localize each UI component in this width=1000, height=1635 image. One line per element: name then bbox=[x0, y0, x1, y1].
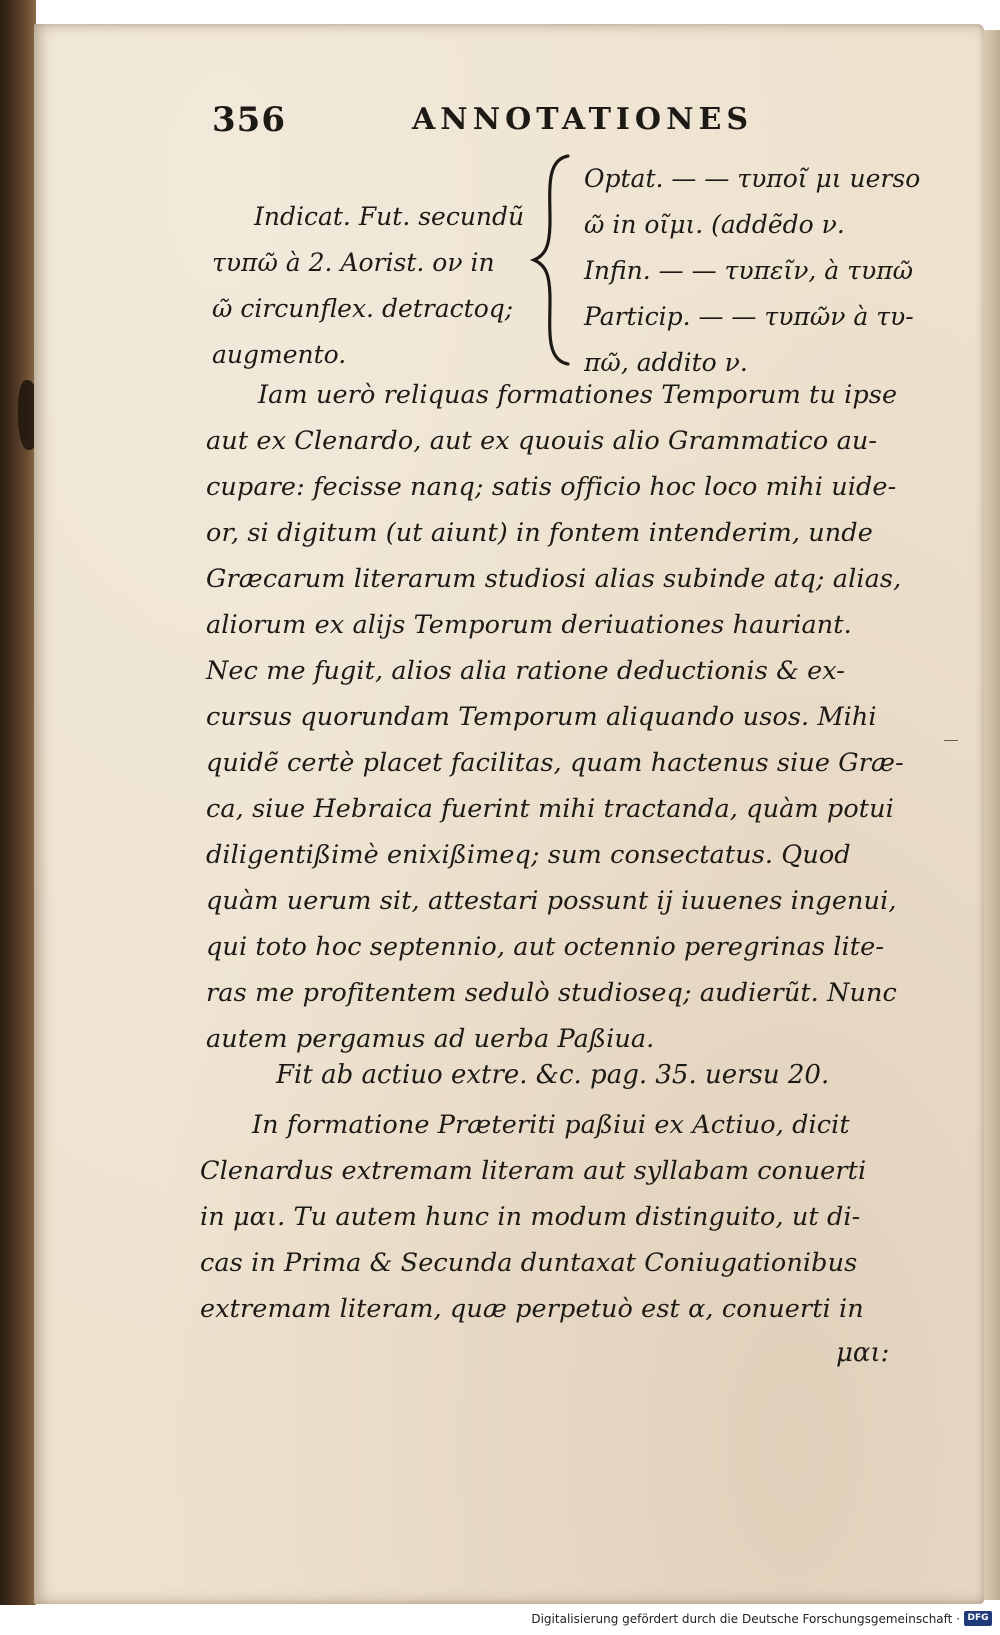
body-line: quàm uerum sit, attestari possunt ij iuuenes ingenui, bbox=[206, 886, 897, 916]
body-line: in μαι. Tu autem hunc in modum distinguito, ut di- bbox=[200, 1202, 861, 1232]
right-line: Particip. — — τυπῶν à τυ- bbox=[584, 302, 914, 331]
running-head: ANNOTATIONES bbox=[412, 102, 754, 137]
left-line: ῶ circunflex. detractoq; bbox=[212, 294, 514, 323]
right-line: ῶ in οῖμι. (addẽdo ν. bbox=[584, 210, 845, 239]
curly-brace-icon bbox=[528, 150, 578, 370]
body-line: extremam literam, quæ perpetuò est α, conuerti in bbox=[200, 1294, 864, 1324]
body-line: or, si digitum (ut aiunt) in fontem intenderim, unde bbox=[206, 518, 873, 548]
body-line: ras me profitentem sedulò studioseq; audierũt. Nunc bbox=[206, 978, 897, 1008]
dfg-logo-icon[interactable]: DFG bbox=[964, 1611, 992, 1626]
body-paragraph-2 bbox=[200, 1102, 942, 1332]
body-line: Græcarum literarum studiosi alias subinde atq; alias, bbox=[206, 564, 902, 594]
left-line: Indicat. Fut. secundũ bbox=[254, 202, 525, 231]
body-line: qui toto hoc septennio, aut octennio peregrinas lite- bbox=[206, 932, 885, 962]
page-edge bbox=[984, 30, 1000, 1600]
body-line: Iam uerò reliquas formationes Temporum tu ipse bbox=[258, 380, 898, 410]
body-paragraph bbox=[206, 372, 942, 1062]
body-line: aut ex Clenardo, aut ex quouis alio Grammatico au- bbox=[206, 426, 878, 456]
left-line: augmento. bbox=[212, 340, 347, 369]
catchword: μαι: bbox=[836, 1338, 890, 1368]
page-header bbox=[212, 100, 972, 144]
body-line: quidẽ certè placet facilitas, quam hactenus siue Græ- bbox=[206, 748, 904, 778]
conjugation-right-block bbox=[584, 156, 944, 386]
body-line: diligentißimè enixißimeq; sum consectatus. Quod bbox=[206, 840, 851, 870]
body-line: In formatione Præteriti paßiui ex Actiuo, dicit bbox=[252, 1110, 850, 1140]
digitization-credit: Digitalisierung gefördert durch die Deutsche Forschungsgemeinschaft · bbox=[531, 1612, 960, 1626]
right-line: Optat. — — τυποῖ μι uerso bbox=[584, 164, 921, 193]
body-line: aliorum ex alijs Temporum deriuationes hauriant. bbox=[206, 610, 852, 640]
body-line: cupare: fecisse nanq; satis officio hoc loco mihi uide- bbox=[206, 472, 897, 502]
body-line: autem pergamus ad uerba Paßiua. bbox=[206, 1024, 655, 1054]
body-line: Nec me fugit, alios alia ratione deductionis & ex- bbox=[206, 656, 846, 686]
margin-mark bbox=[944, 740, 958, 741]
left-line: τυπῶ à 2. Aorist. ον in bbox=[212, 248, 495, 277]
body-line: Clenardus extremam literam aut syllabam conuerti bbox=[200, 1156, 867, 1186]
right-line: πῶ, addito ν. bbox=[584, 348, 748, 377]
body-line: cursus quorundam Temporum aliquando usos. Mihi bbox=[206, 702, 877, 732]
conjugation-left-block bbox=[212, 194, 542, 378]
page-number: 356 bbox=[212, 100, 286, 140]
lemma-heading: Fit ab actiuo extre. &c. pag. 35. uersu 20. bbox=[276, 1060, 830, 1090]
book-binding bbox=[0, 0, 36, 1605]
body-line: ca, siue Hebraica fuerint mihi tractanda, quàm potui bbox=[206, 794, 894, 824]
right-line: Infin. — — τυπεῖν, à τυπῶ bbox=[584, 256, 914, 285]
body-line: cas in Prima & Secunda duntaxat Coniugationibus bbox=[200, 1248, 858, 1278]
